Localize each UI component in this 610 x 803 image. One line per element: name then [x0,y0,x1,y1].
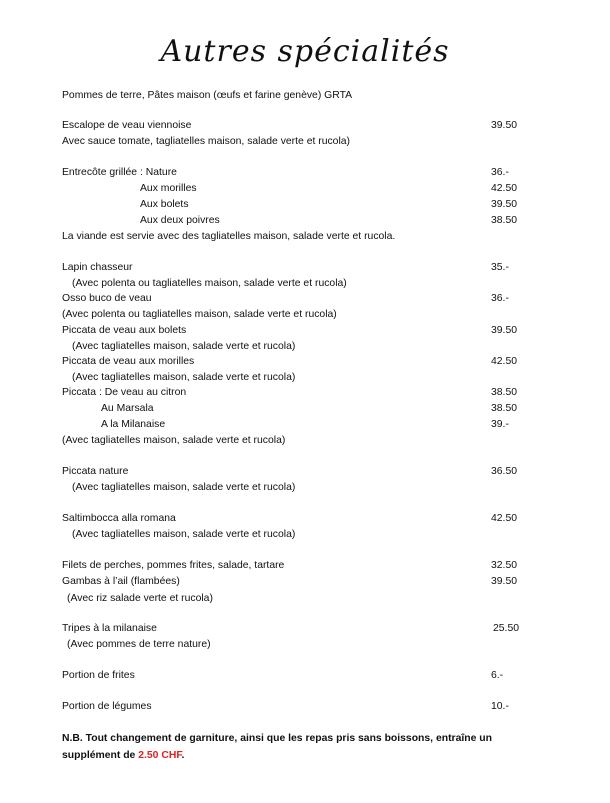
item-description: (Avec tagliatelles maison, salade verte et rucola) [72,482,296,493]
item-description: La viande est servie avec des tagliatelles maison, salade verte et rucola. [62,231,396,242]
item-price: 42.50 [491,183,518,194]
item-description: (Avec tagliatelles maison, salade verte et rucola) [62,435,286,446]
item-price: 38.50 [491,403,518,414]
footnote-text: N.B. Tout changement de garniture, ainsi que les repas pris sans boissons, entraîne un supplément de [62,733,492,761]
item-variant: Aux morilles [140,183,197,194]
item-price: 39.- [491,419,509,430]
item-price: 38.50 [491,215,518,226]
item-name: Piccata nature [62,466,129,477]
item-price: 39.50 [491,325,518,336]
item-name: Portion de légumes [62,701,152,712]
item-name: Piccata : De veau au citron [62,387,187,398]
item-variant: Aux bolets [140,199,189,210]
item-price: 6.- [491,670,504,681]
item-description: (Avec tagliatelles maison, salade verte et rucola) [72,341,296,352]
item-price: 35.- [491,262,509,273]
item-description: (Avec tagliatelles maison, salade verte et rucola) [72,529,296,540]
item-description: (Avec tagliatelles maison, salade verte et rucola) [72,372,296,383]
item-name: Portion de frites [62,670,135,681]
supplement-amount: 2.50 CHF [138,750,182,761]
item-description: Avec sauce tomate, tagliatelles maison, salade verte et rucola) [62,136,351,147]
item-name: Escalope de veau viennoise [62,120,192,131]
item-price: 32.50 [491,560,518,571]
item-description: (Avec riz salade verte et rucola) [67,593,213,604]
item-price: 10.- [491,701,509,712]
item-description: (Avec polenta ou tagliatelles maison, salade verte et rucola) [62,309,337,320]
footnote-end: . [181,750,185,761]
item-variant: Aux deux poivres [140,215,220,226]
item-name: Entrecôte grillée : Nature [62,167,177,178]
item-variant: Au Marsala [101,403,154,414]
item-name: Tripes à la milanaise [62,623,157,634]
page-title: Autres spécialités [160,34,450,69]
item-price: 42.50 [491,513,518,524]
item-price: 39.50 [491,576,518,587]
footnote [62,730,532,764]
intro-text: Pommes de terre, Pâtes maison (œufs et farine genève) GRTA [62,90,353,101]
item-name: Saltimbocca alla romana [62,513,176,524]
item-price: 36.- [491,167,509,178]
item-variant: A la Milanaise [101,419,166,430]
item-price: 38.50 [491,387,518,398]
item-price: 39.50 [491,120,518,131]
item-name: Gambas à l’ail (flambées) [62,576,180,587]
item-description: (Avec pommes de terre nature) [67,639,211,650]
item-price: 36.50 [491,466,518,477]
item-description: (Avec polenta ou tagliatelles maison, salade verte et rucola) [72,278,347,289]
item-price: 39.50 [491,199,518,210]
item-name: Osso buco de veau [62,293,152,304]
item-price: 42.50 [491,356,518,367]
item-price: 36.- [491,293,509,304]
item-name: Piccata de veau aux bolets [62,325,187,336]
item-name: Filets de perches, pommes frites, salade, tartare [62,560,285,571]
item-name: Lapin chasseur [62,262,133,273]
item-name: Piccata de veau aux morilles [62,356,195,367]
item-price: 25.50 [493,623,520,634]
